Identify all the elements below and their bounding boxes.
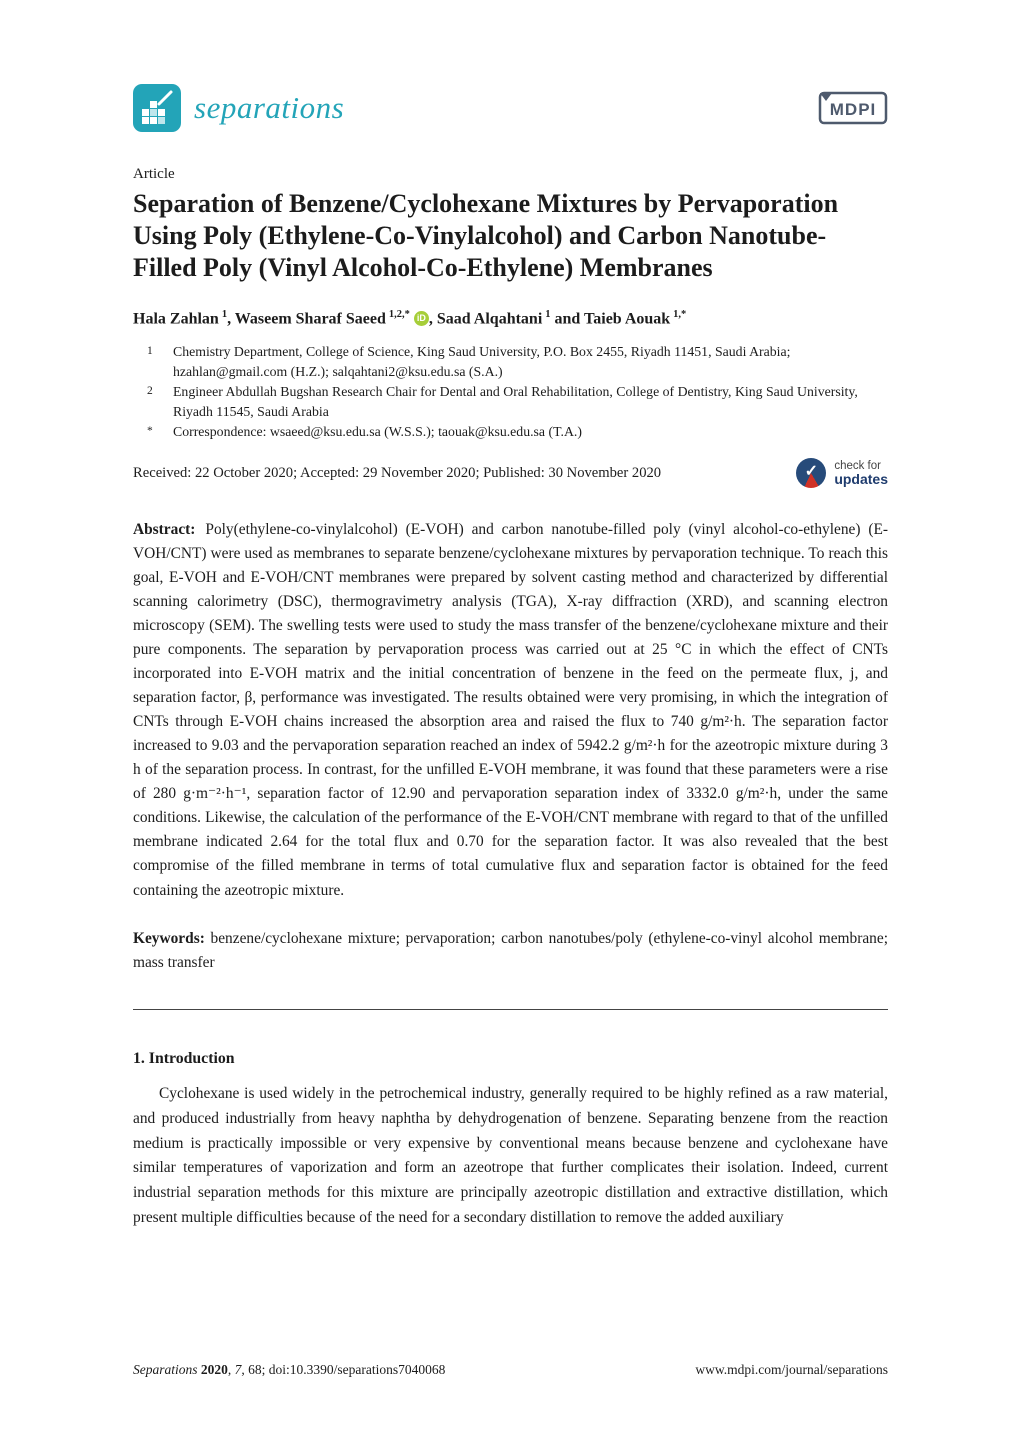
author-affil-sup: 1 (221, 308, 228, 320)
author-separator: and (550, 310, 585, 328)
dates-row (133, 458, 888, 488)
keywords-label: Keywords: (133, 929, 205, 947)
footer-volume: 7 (234, 1362, 242, 1377)
page-title: Separation of Benzene/Cyclohexane Mixtures by Pervaporation Using Poly (Ethylene-Co-Vinylalcohol) and Carbon Nanotube-Filled Poly (Vinyl Alcohol-Co-Ethylene) Membranes (133, 189, 839, 283)
affiliation-row (147, 422, 888, 442)
article-type-label: Article (133, 166, 175, 182)
affiliation-marker: 1 (147, 345, 153, 358)
journal-name: separations (194, 90, 345, 125)
author-separator: , (227, 310, 235, 328)
affiliation-row (147, 382, 888, 422)
footer-journal-url[interactable]: www.mdpi.com/journal/separations (695, 1362, 888, 1377)
affiliation-text: Engineer Abdullah Bugshan Research Chair for Dental and Oral Rehabilitation, College of Dentistry, King Saud University, Riyadh 11545, Saudi Arabia (173, 384, 858, 420)
correspondence-text: Correspondence: wsaeed@ksu.edu.sa (W.S.S.); taouak@ksu.edu.sa (T.A.) (173, 424, 582, 440)
abstract (133, 518, 888, 903)
journal-logo (133, 84, 344, 132)
affiliation-marker: * (147, 425, 153, 438)
abstract-text: Poly(ethylene-co-vinylalcohol) (E-VOH) and carbon nanotube-filled poly (vinyl alcohol-co-ethylene) (E-VOH/CNT) were used as membranes to separate benzene/cyclohexane mixtures by pervaporation technique. To reach this goal, E-VOH and E-VOH/CNT membranes were prepared by solvent casting method and characterized by differential scanning calorimetry (DSC), thermogravimetry analysis (TGA), X-ray diffraction (XRD), and scanning electron microscopy (SEM). The swelling tests were used to study the mass transfer of the benzene/cyclohexane mixture and their pure components. The separation by pervaporation process was carried out at 25 °C in which the effect of CNTs incorporated into E-VOH matrix and the initial concentration of benzene in the feed on the permeate flux, j, and separation factor, β, performance was investigated. The results obtained were very promising, in which the integration of CNTs through E-VOH chains increased the absorption area and raised the flux to 740 g/m²·h. The separation factor increased to 9.03 and the pervaporation separation reached an index of 5942.2 g/m²·h for the azeotropic mixture during 3 h of the separation process. In contrast, for the unfilled E-VOH membrane, it was found that these parameters were a rise of 280 g·m⁻²·h⁻¹, separation factor of 12.90 and pervaporation separation index of 3332.0 g/m²·h, under the same conditions. Likewise, the calculation of the performance of the E-VOH/CNT membrane with regard to that of the unfilled membrane indicated 2.64 for the total flux and 0.70 for the separation factor. It was also revealed that the best compromise of the filled membrane in terms of total cumulative flux and separation factor is obtained for the feed containing the azeotropic mixture. (133, 521, 888, 899)
footer-journal-name: Separations (133, 1362, 198, 1377)
section-divider (133, 1009, 888, 1010)
affiliation-row (147, 342, 888, 382)
masthead (133, 84, 888, 132)
author-affil-sup: 1,* (673, 308, 687, 320)
author-affil-sup: 1,2,* (388, 308, 410, 320)
author: Waseem Sharaf Saeed (234, 310, 386, 328)
footer-doi[interactable]: , 68; doi:10.3390/separations7040068 (241, 1362, 446, 1377)
section-heading-introduction: 1. Introduction (133, 1049, 235, 1067)
crossmark-icon: ✓ (796, 458, 826, 488)
author: Hala Zahlan (133, 310, 219, 328)
footer-citation: Separations 2020, 7, 68; doi:10.3390/separations7040068 (133, 1362, 446, 1377)
affiliation-text: Chemistry Department, College of Science, King Saud University, P.O. Box 2455, Riyadh 11451, Saudi Arabia; hzahlan@gmail.com (H.Z.); salqahtani2@ksu.edu.sa (S.A.) (173, 344, 791, 380)
orcid-icon[interactable]: iD (414, 311, 429, 326)
author-separator: , (428, 310, 437, 328)
crossmark-line1: check for (834, 459, 881, 472)
author: Saad Alqahtani (436, 310, 543, 328)
check-for-updates-badge[interactable] (796, 458, 888, 488)
introduction-paragraph: Cyclohexane is used widely in the petrochemical industry, generally required to be highly refined as a raw material, and produced industrially from heavy naphtha by dehydrogenation of benzene. Separating benzene from the reaction medium is practically impossible or very expensive by conventional means because benzene and cyclohexane have similar temperatures of vaporization and form an azeotrope that further complicates their isolation. Indeed, current industrial separation methods for this mixture are principally azeotropic distillation and extractive distillation, which present multiple difficulties because of the need for a secondary distillation to remove the added auxiliary (133, 1084, 888, 1227)
separations-logo-icon (133, 84, 181, 132)
footer-year: 2020 (197, 1362, 228, 1377)
abstract-label: Abstract: (133, 521, 196, 539)
author: Taieb Aouak (584, 310, 671, 328)
svg-text:MDPI: MDPI (829, 100, 877, 119)
keywords (133, 927, 888, 975)
affiliation-marker: 2 (147, 385, 153, 398)
crossmark-line2: updates (834, 470, 888, 487)
page-footer (133, 1362, 888, 1378)
author-line (133, 309, 888, 328)
keywords-text: benzene/cyclohexane mixture; pervaporation; carbon nanotubes/poly (ethylene-co-vinyl alcohol membrane; mass transfer (133, 929, 888, 971)
author-affil-sup: 1 (545, 308, 551, 320)
received-accepted-published: Received: 22 October 2020; Accepted: 29 November 2020; Published: 30 November 2020 (133, 464, 662, 481)
mdpi-logo (818, 90, 888, 126)
affiliations (133, 342, 888, 442)
